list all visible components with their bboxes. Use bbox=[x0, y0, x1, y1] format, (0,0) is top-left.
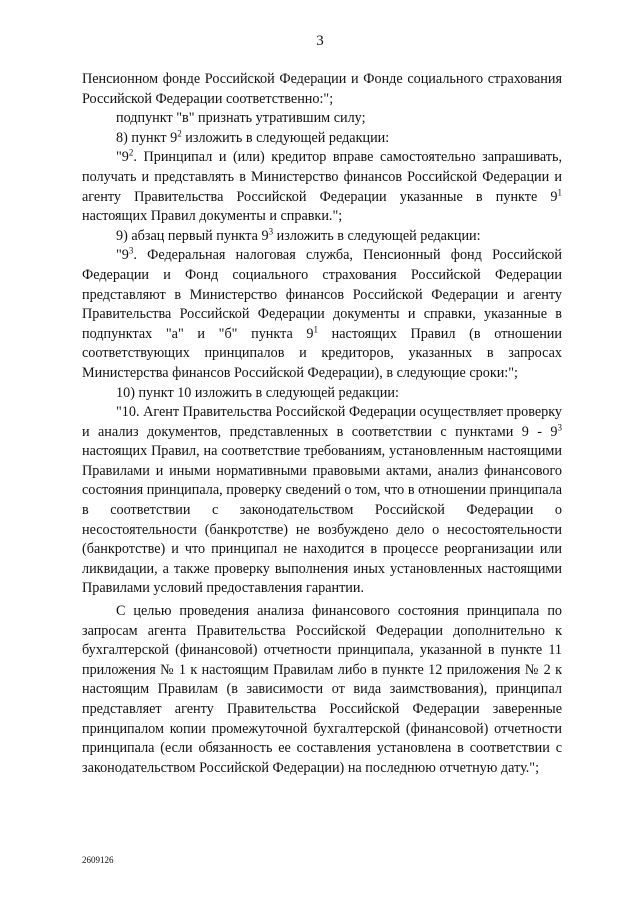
document-body bbox=[82, 70, 562, 778]
text-run: 10) пункт 10 изложить в следующей редакции: bbox=[116, 384, 399, 401]
paragraph bbox=[82, 148, 562, 226]
superscript: 3 bbox=[557, 421, 562, 432]
paragraph bbox=[82, 227, 562, 247]
text-run: "9 bbox=[116, 247, 129, 264]
text-run: настоящих Правил (в отношении соответствующих принципалов и кредиторов, указанных в запросах Министерства финансов Российской Федерации), в следующие сроки:"; bbox=[82, 325, 562, 381]
paragraph bbox=[82, 384, 562, 404]
text-run: изложить в следующей редакции: bbox=[273, 227, 481, 244]
text-run: С целью проведения анализа финансового состояния принципала по запросам агента Правительства Российской Федерации дополнительно к бухгалтерской (финансовой) отчетности принципала, указанной в пункте 11 приложения № 1 к настоящим Правилам либо в пункте 12 приложения № 2 к настоящим Правилам (в зависимости от вида заимствования), принципал представляет агенту Правительства Российской Федерации заверенные принципалом копии промежуточной бухгалтерской (финансовой) отчетности принципала (если обязанность ее составления установлена в соответствии с законодательством Российской Федерации) на последнюю отчетную дату."; bbox=[82, 603, 562, 776]
text-run: "9 bbox=[116, 149, 129, 166]
text-run: Пенсионном фонде Российской Федерации и Фонде социального страхования Российской Федерации соответственно:"; bbox=[82, 71, 562, 107]
paragraph bbox=[82, 403, 562, 599]
text-run: . Принципал и (или) кредитор вправе самостоятельно запрашивать, получать и представлять в Министерство финансов Российской Федерации и агенту Правительства Российской Федерации указанные в пункте 9 bbox=[82, 149, 562, 205]
superscript: 3 bbox=[128, 245, 134, 256]
text-run: . Федеральная налоговая служба, Пенсионный фонд Российской Федерации и Фонд социального страхования Российской Федерации представляют в Министерство финансов Российской Федерации и агенту Правительства Российской Федерации документы и справки, указанные в подпунктах "а" и "б" пункта 9 bbox=[82, 247, 562, 342]
paragraph bbox=[82, 129, 562, 149]
superscript: 1 bbox=[313, 323, 319, 334]
text-run: настоящих Правил документы и справки."; bbox=[82, 208, 343, 225]
text-run: подпункт "в" признать утратившим силу; bbox=[116, 110, 366, 127]
paragraph bbox=[82, 246, 562, 383]
superscript: 2 bbox=[128, 147, 134, 158]
text-run: "10. Агент Правительства Российской Федерации осуществляет проверку и анализ документов, представленных в соответствии с пунктами 9 - 9 bbox=[82, 404, 562, 440]
text-run: настоящих Правил, на соответствие требованиям, установленным настоящими Правилами и иными нормативными правовыми актами, анализ финансового состояния принципала, проверку сведений о том, что в отношении принципала в соответствии с законодательством Российской Федерации о несостоятельности (банкротстве) не возбуждено дело о несостоятельности (банкротстве) и что принципал не находится в процессе реорганизации или ликвидации, а также проверку выполнения иных установленных настоящими Правилами условий предоставления гарантии. bbox=[82, 443, 562, 597]
paragraph bbox=[82, 109, 562, 129]
superscript: 1 bbox=[557, 186, 562, 197]
superscript: 3 bbox=[268, 226, 274, 237]
document-code: 2609126 bbox=[82, 855, 114, 865]
text-run: 9) абзац первый пункта 9 bbox=[116, 227, 269, 244]
text-run: 8) пункт 9 bbox=[116, 129, 178, 146]
paragraph bbox=[82, 602, 562, 778]
superscript: 2 bbox=[177, 128, 182, 139]
text-run: изложить в следующей редакции: bbox=[181, 129, 390, 146]
page-number: 3 bbox=[316, 33, 324, 49]
paragraph bbox=[82, 70, 562, 109]
